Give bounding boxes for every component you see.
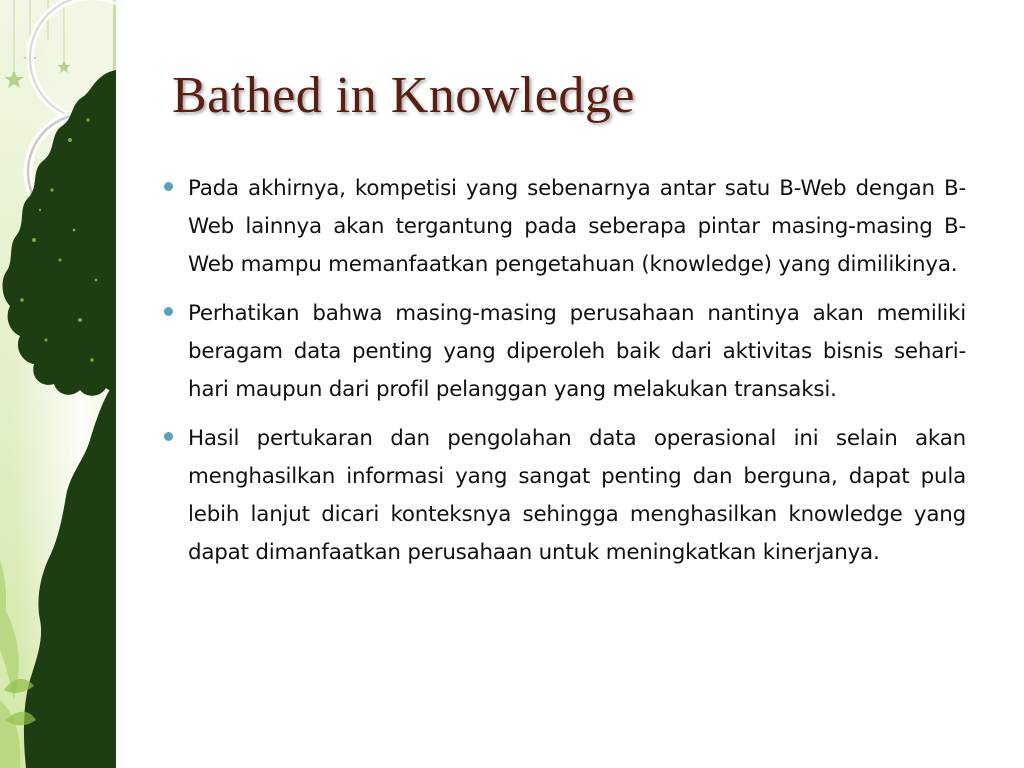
bullet-item (160, 420, 966, 572)
slide-title: Bathed in Knowledge (172, 67, 635, 124)
bullet-dot-icon (164, 182, 173, 191)
bullet-item (160, 170, 966, 284)
bullet-dot-icon (164, 432, 173, 441)
bullet-text: Pada akhirnya, kompetisi yang sebenarnya antar satu B-Web dengan B-Web lainnya akan tergantung pada seberapa pintar masing-masing B-Web mampu memanfaatkan pengetahuan (knowledge) yang dimilikinya. (188, 176, 966, 277)
bullet-text: Hasil pertukaran dan pengolahan data operasional ini selain akan menghasilkan informasi yang sangat penting dan berguna, dapat pula lebih lanjut dicari konteksnya sehingga menghasilkan knowledge yang dapat dimanfaatkan perusahaan untuk meningkatkan kinerjanya. (188, 426, 966, 565)
slide-content (160, 170, 966, 583)
tree-silhouette-icon (0, 0, 116, 768)
bullet-dot-icon (164, 307, 173, 316)
bullet-list (160, 170, 966, 572)
bullet-item (160, 295, 966, 409)
bullet-text: Perhatikan bahwa masing-masing perusahaan nantinya akan memiliki beragam data penting yang diperoleh baik dari aktivitas bisnis sehari-hari maupun dari profil pelanggan yang melakukan transaksi. (188, 301, 966, 402)
